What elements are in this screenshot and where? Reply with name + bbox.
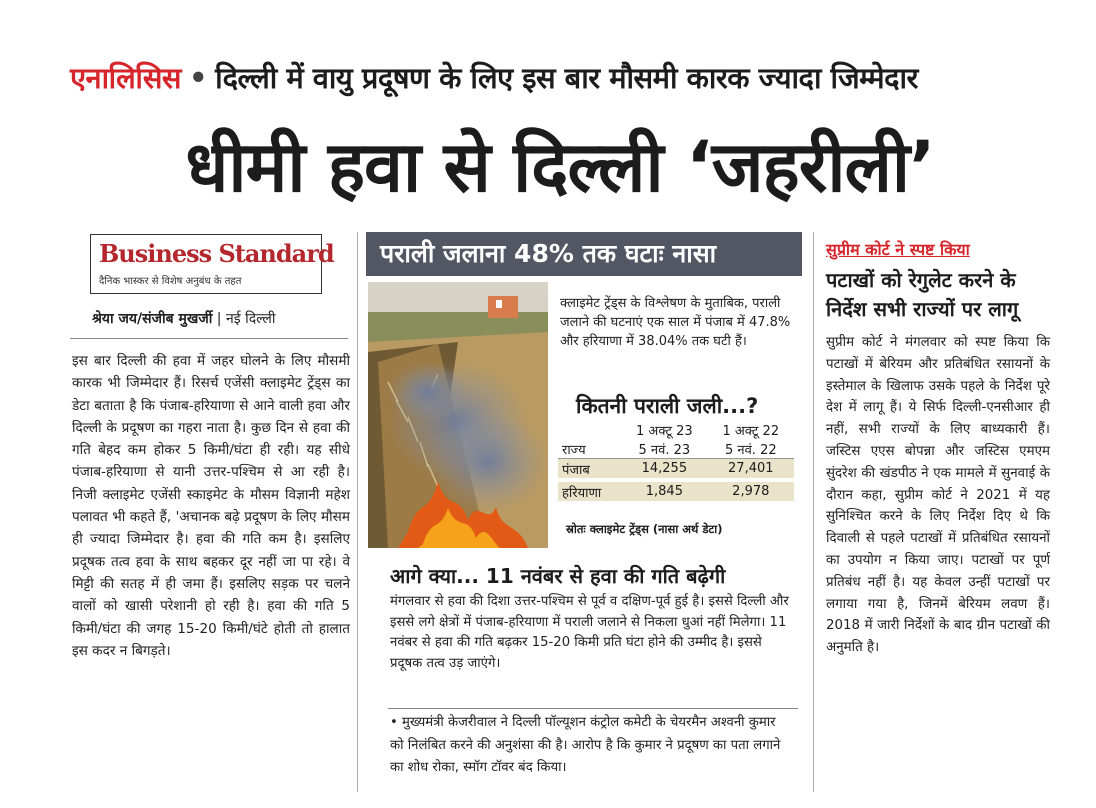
table-row-haryana <box>558 482 794 501</box>
supreme-court-kicker: सुप्रीम कोर्ट ने स्पष्ट किया <box>826 240 970 259</box>
stubble-burning-table <box>558 420 794 501</box>
main-headline: धीमी हवा से दिल्ली ‘जहरीली’ <box>185 126 935 208</box>
byline-authors: श्रेया जय/संजीब मुखर्जी <box>92 311 213 327</box>
next-body-text: मंगलवार से हवा की दिशा उत्तर-पश्चिम से पूर्व व दक्षिण-पूर्व हुई है। इससे दिल्ली और इससे लगे क्षेत्रों में पंजाब-हरियाणा में पराली जलाने से निकला धुआं नहीं मिलेगा। 11 नवंबर से हवा की गति बढ़कर 15-20 किमी प्रति घंटा होने की उम्मीद है। इससे प्रदूषक तत्व उड़ जाएंगे। <box>390 594 789 671</box>
table-source: स्रोतः क्लाइमेट ट्रेंड्स (नासा अर्थ डेटा) <box>566 522 723 536</box>
kicker-label: एनालिसिस <box>70 61 182 95</box>
column-divider-left <box>357 232 358 792</box>
column-divider-right <box>813 232 814 792</box>
row-value-2022: 2,978 <box>708 482 794 501</box>
byline-place: नई दिल्ली <box>225 311 276 327</box>
supreme-court-body: सुप्रीम कोर्ट ने मंगलवार को स्पष्ट किया कि पटाखों में बेरियम और प्रतिबंधित रसायनों के इस्तेमाल के खिलाफ उसके पहले के निर्देश पूरे देश में लागू हैं। ये सिर्फ दिल्ली-एनसीआर ही नहीं, सभी राज्यों के लिए बाध्यकारी हैं। जस्टिस एएस बोपन्ना और जस्टिस एमएम सुंदरेश की खंडपीठ ने एक मामले में सुनवाई के दौरान कहा, सुप्रीम कोर्ट ने 2021 में यह सुनिश्चित करने के लिए निर्देश दिए थे कि दिवाली से पहले पटाखों में प्रतिबंधित रसायनों का उपयोग न किया जाए। पटाखों पर पूर्ण प्रतिबंध नहीं है। यह केवल उन्हीं पटाखों पर लगाया गया है, जिनमें बेरियम लवण हैं। 2018 में जारी निर्देशों के बाद ग्रीन पटाखों की अनुमति है। <box>826 335 1050 656</box>
firecracker-headline: पटाखों को रेगुलेट करने के निर्देश सभी राज्यों पर लागू <box>826 268 1019 321</box>
logo-tagline: दैनिक भास्कर से विशेष अनुबंध के तहत <box>99 276 242 287</box>
col1-date-to: 5 नवं. 23 <box>621 439 707 459</box>
next-subheadline: आगे क्या... 11 नवंबर से हवा की गति बढ़ेगी <box>390 564 726 588</box>
kicker-separator: • <box>189 61 208 95</box>
row-state: पंजाब <box>558 459 621 479</box>
nasa-headline-bar: पराली जलाना 48% तक घटाः नासा <box>366 232 802 276</box>
business-standard-logo-box <box>90 234 334 294</box>
kejriwal-bullet-text: • मुख्यमंत्री केजरीवाल ने दिल्ली पॉल्यूशन कंट्रोल कमेटी के चेयरमैन अश्वनी कुमार को निलंबित करने की अनुशंसा की है। आरोप है कि कुमार ने प्रदूषण का पता लगाने का शोध रोका, स्मॉग टॉवर बंद किया। <box>390 715 781 775</box>
analysis-kicker <box>70 58 1060 100</box>
table-header-row-1 <box>558 420 794 439</box>
byline-divider <box>70 338 348 339</box>
byline: श्रेया जय/संजीब मुखर्जी | नई दिल्ली <box>92 311 276 327</box>
col2-date-to: 5 नवं. 22 <box>708 439 794 459</box>
row-state: हरियाणा <box>558 482 621 501</box>
table-header-row-2 <box>558 439 794 459</box>
bullet-divider <box>388 708 798 709</box>
stubble-burning-photo <box>368 282 548 548</box>
burning-table-title: कितनी पराली जली...? <box>576 394 759 418</box>
nasa-stat-text: क्लाइमेट ट्रेंड्स के विश्लेषण के मुताबिक, पराली जलाने की घटनाएं एक साल में पंजाब में 47.8% और हरियाणा में 38.04% तक घटी हैं। <box>560 296 791 349</box>
col1-date-from: 1 अक्टू 23 <box>636 423 693 439</box>
row-value-2023: 14,255 <box>621 459 707 479</box>
field-fire-image <box>368 282 548 548</box>
col-label-state: राज्य <box>558 439 621 459</box>
col2-date-from: 1 अक्टू 22 <box>722 423 780 439</box>
row-value-2022: 27,401 <box>708 459 794 479</box>
row-value-2023: 1,845 <box>621 482 707 501</box>
business-standard-logo: Business Standard <box>99 239 334 268</box>
left-article-body: इस बार दिल्ली की हवा में जहर घोलने के लिए मौसमी कारक भी जिम्मेदार हैं। रिसर्च एजेंसी क्लाइमेट ट्रेंड्स का डेटा बताता है कि पंजाब-हरियाणा से आने वाली हवा और दिल्ली के प्रदूषण का गहरा नाता है। कुछ दिन से हवा की गति बेहद कम होकर 5 किमी/घंटा ही रही। यह सीधे पंजाब-हरियाणा से यानी उत्तर-पश्चिम से आ रही है। निजी क्लाइमेट एजेंसी स्काइमेट के मौसम विज्ञानी महेश पलावत भी कहते हैं, 'अचानक बढ़े प्रदूषण के लिए मौसम ही ज्यादा जिम्मेदार है। हवा की गति कम है। इसलिए प्रदूषक तत्व हवा के साथ बहकर दूर नहीं जा पा रहे। वे मिट्टी की सतह में ही जमा हैं। इसलिए सड़क पर चलने वालों को खासी परेशानी हो रही है। हवा की गति 5 किमी/घंटा की जगह 15-20 किमी/घंटे होती तो हालात इस कदर न बिगड़ते। <box>72 353 350 659</box>
table-row-punjab <box>558 459 794 479</box>
kicker-text: दिल्ली में वायु प्रदूषण के लिए इस बार मौसमी कारक ज्यादा जिम्मेदार <box>215 61 918 95</box>
